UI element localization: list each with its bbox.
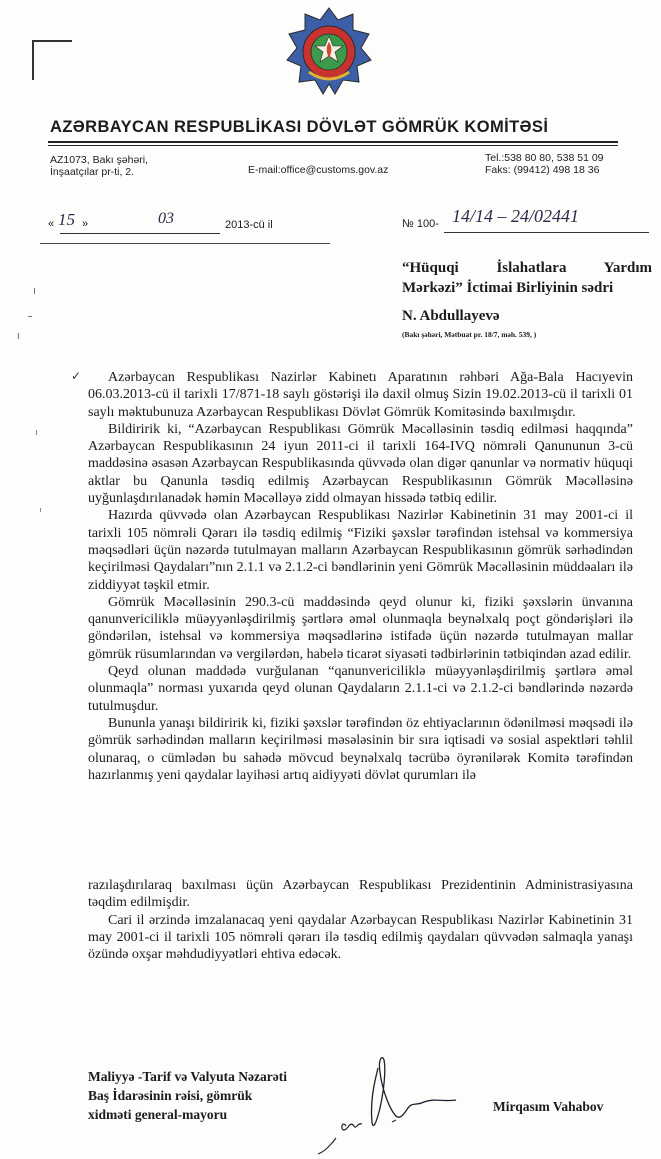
signatory-name: Mirqasım Vahabov	[493, 1099, 604, 1114]
letter-body-continued	[88, 877, 633, 963]
body-paragraph: Hazırda qüvvədə olan Azərbaycan Respublikası Nazirlər Kabinetinin 31 may 2001-ci il tarixli 105 nömrəli Qərarı ilə təsdiq edilmiş “Fiziki şəxslər tərəfindən istehsal və kommersiya məqsədləri üçün nəzərdə tutulmayan malların Azərbaycan Respublikasının gömrük sərhədindən keçirilməsi Qaydaları”nın 2.1.1 və 2.1.2-ci bəndlərinin yeni Gömrük Məcəlləsinin müddəaları ilə ziddiyyət təşkil etmir.	[88, 508, 633, 593]
letterhead-rule	[48, 141, 618, 143]
margin-tick-mark	[34, 288, 35, 294]
letter-body	[88, 369, 633, 784]
date-day-handwritten: 15	[58, 210, 75, 229]
body-paragraph: Qeyd olunan maddədə vurğulanan “qanunvericiliklə müəyyənləşdirilmiş şərtlərə əməl olunmaqla” norması yuxarıda qeyd olunan Qaydaların 2.1.1-ci və 2.1.2-ci bəndlərində nəzərdə tutulmuşdur.	[88, 664, 633, 714]
fax-number: Faks: (99412) 498 18 36	[485, 164, 600, 176]
recipient-address: (Bakı şəhəri, Mətbuat pr. 18/7, məh. 539, )	[402, 330, 537, 339]
signatory-title	[88, 1067, 287, 1124]
handwritten-signature	[300, 1050, 460, 1155]
document-date	[48, 212, 318, 236]
letterhead-rule	[48, 145, 618, 146]
address-line-1: AZ1073, Bakı şəhəri,	[50, 154, 149, 166]
margin-bracket-mark	[32, 40, 34, 80]
signatory-title-line-2: Baş İdarəsinin rəisi, gömrük	[88, 1088, 253, 1103]
date-open-quote: «	[48, 218, 55, 230]
date-underline	[60, 233, 220, 234]
reference-number-prefix: № 100-	[402, 218, 439, 230]
date-close-quote: »	[82, 218, 89, 230]
reference-number-handwritten: 14/14 – 24/02441	[452, 206, 580, 226]
date-rule	[40, 243, 330, 244]
body-paragraph: Bildiririk ki, “Azərbaycan Respublikası Gömrük Məcəlləsinin təsdiq edilməsi haqqında” Azərbaycan Respublikasının 24 iyun 2011-ci il tarixli 164-IVQ nömrəli Qanununun 3-cü maddəsinə əsasən Azərbaycan Respublikasında qüvvədə olan digər qanunlar və normativ hüquqi aktlar bu Qanunla təsdiq edilmiş Azərbaycan Respublikasının Gömrük Məcəlləsinə uyğunlaşdırılanadək həmin Məcəlləyə zidd olmayan hissədə tətbiq edilir.	[88, 421, 633, 507]
recipient-person: N. Abdullayevə	[402, 308, 500, 324]
margin-bracket-mark	[32, 40, 72, 42]
date-month-handwritten: 03	[158, 210, 174, 227]
check-mark-icon: ✓	[71, 369, 82, 383]
email-address: E-mail:office@customs.gov.az	[248, 164, 389, 176]
margin-tick-mark	[28, 316, 32, 317]
recipient-block	[402, 258, 652, 339]
recipient-organization-line-2: Mərkəzi” İctimai Birliyinin sədri	[402, 280, 614, 296]
body-paragraph-final: Cari il ərzində imzalanacaq yeni qaydalar Azərbaycan Respublikası Nazirlər Kabinetinin 31 may 2001-ci il tarixli 105 nömrəli qərarı ilə təsdiq edilmiş qaydaları qüvvədən salmaqla yanaşı özündə oxşar məhdudiyyətləri ehtiva edəcək.	[88, 912, 633, 963]
address-line-2: İnşaatçılar pr-ti, 2.	[50, 166, 135, 178]
reference-number	[402, 206, 652, 236]
state-emblem-icon	[283, 6, 375, 100]
margin-tick-mark	[18, 333, 19, 339]
signatory-title-line-3: xidməti general-mayoru	[88, 1107, 228, 1122]
organization-name: AZƏRBAYCAN RESPUBLİKASI DÖVLƏT GÖMRÜK KOMİTƏSİ	[50, 118, 549, 136]
margin-tick-mark	[40, 508, 41, 512]
telephone-numbers: Tel.:538 80 80, 538 51 09	[485, 152, 604, 164]
date-year: 2013-cü il	[225, 219, 273, 231]
body-continuation: razılaşdırılaraq baxılması üçün Azərbaycan Respublikası Prezidentinin Administrasiyasına təqdim edilmişdir.	[88, 878, 633, 911]
signatory-title-line-1: Maliyyə -Tarif və Valyuta Nəzarəti	[88, 1069, 287, 1084]
body-paragraph: Azərbaycan Respublikası Nazirlər Kabinetı Aparatının rəhbəri Ağa-Bala Hacıyevin 06.03.2013-cü il tarixli 17/871-18 saylı göstərişi ilə daxil olmuş Sizin 19.02.2013-cü il tarixli 01 saylı məktubunuza Azərbaycan Respublikası Dövlət Gömrük Komitəsində baxılmışdır.	[88, 370, 633, 420]
margin-tick-mark	[36, 430, 37, 435]
reference-underline	[444, 232, 649, 233]
body-paragraph: Gömrük Məcəlləsinin 290.3-cü maddəsində qeyd olunur ki, fiziki şəxslərin ünvanına qanunvericiliklə müəyyənləşdirilmiş şərtlərə əməl olunmaqla beynəlxalq poçt göndərişləri ilə göndərilən, istehsal və kommersiya məqsədlərinə istifadə üçün nəzərdə tutulmayan mallar gömrük rüsumlarından və vergilərdən, habelə ticarət siyasəti tədbirlərinin tətbiqindən azad edilir.	[88, 594, 633, 662]
recipient-organization-line-1: “Hüquqi İslahatlara Yardım	[402, 260, 652, 276]
body-paragraph: Bununla yanaşı bildiririk ki, fiziki şəxslər tərəfindən öz ehtiyaclarının ödənilməsi məqsədi ilə gömrük sərhədindən malların keçirilməsi məsələsinin bir sıra iqtisadi və sosial aspektləri təhlil olunaraq, o cümlədən bu sahədə mövcud beynəlxalq təcrübə öyrənilərək Komitə tərəfindən hazırlanmış yeni qaydalar layihəsi artıq aidiyyəti dövlət qurumları ilə	[88, 715, 633, 783]
